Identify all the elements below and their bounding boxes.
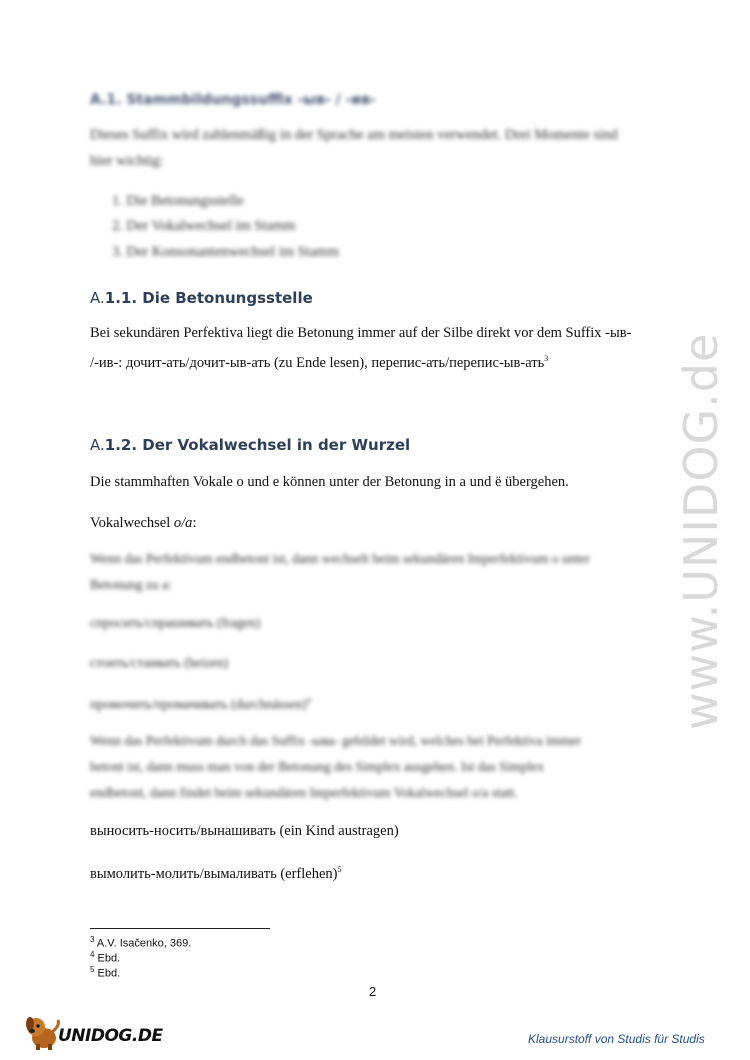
- example-vymolit-text: вымолить-молить/вымаливать (erflehen): [90, 865, 338, 882]
- blurred-intro-line2: hier wichtig:: [90, 153, 164, 169]
- watermark-text: www.UNIDOG.de: [674, 332, 728, 730]
- footnote-text: Ebd.: [97, 967, 121, 980]
- blurred-list-item: 3. Der Konsonantenwechsel im Stamm: [112, 244, 339, 260]
- footnote-number: 5: [90, 965, 95, 974]
- heading-prefix: A.: [90, 436, 105, 454]
- blurred-para2-line1: Wenn das Perfektivum durch das Suffix -ыва- gebildet wird, welches bei Perfektiva immer: [90, 733, 582, 748]
- footnote: [90, 965, 120, 980]
- vokal-label-text: Vokalwechsel: [90, 515, 174, 531]
- footnote-text: Ebd.: [97, 952, 121, 965]
- blurred-example-text: промочить/промачивать (durchnässen): [90, 696, 307, 712]
- section1-line2: [90, 348, 548, 374]
- logo-text: UNIDOG.DE: [58, 1026, 163, 1046]
- blurred-example: стоить/стаивать (heizen): [90, 655, 229, 670]
- section-heading-betonungsstelle: [90, 289, 313, 307]
- dog-icon: [22, 1012, 62, 1052]
- heading-title: 1.2. Der Vokalwechsel in der Wurzel: [104, 436, 411, 454]
- blurred-para2-line3: endbetont, dann findet beim sekundären Imperfektivum Vokalwechsel o/a statt.: [90, 785, 518, 800]
- blurred-para1-line2: Betonung zu a:: [90, 577, 172, 592]
- blurred-para1-line1: Wenn das Perfektivum endbetont ist, dann wechselt beim sekundären Imperfektivum o unter: [90, 551, 590, 566]
- page-number: 2: [369, 984, 377, 999]
- heading-prefix: A.: [90, 289, 105, 307]
- heading-title: 1.1. Die Betonungsstelle: [104, 289, 313, 307]
- footnote-number: 3: [90, 935, 95, 944]
- example-vymolit: [90, 859, 341, 885]
- blurred-list-item: 1. Die Betonungsstelle: [112, 193, 244, 209]
- footer-tagline: Klausurstoff von Studis für Studis: [528, 1032, 705, 1046]
- section2-line1: Die stammhaften Vokale o und e können unter der Betonung in a und ë übergehen.: [90, 474, 569, 490]
- section1-line1: Bei sekundären Perfektiva liegt die Betonung immer auf der Silbe direkt vor dem Suffix -ыв-: [90, 325, 632, 341]
- footnote: [90, 950, 120, 965]
- footnote-number: 4: [90, 950, 95, 959]
- vokal-label-colon: :: [192, 515, 197, 531]
- example-vynosit: выносить-носить/вынашивать (ein Kind austragen): [90, 823, 399, 839]
- blurred-example: спросить/спрашивать (fragen): [90, 615, 261, 630]
- section-heading-vokalwechsel: [90, 436, 410, 454]
- footnote-text: A.V. Isačenko, 369.: [96, 937, 192, 950]
- blurred-intro-line1: Dieses Suffix wird zahlenmäßig in der Sprache am meisten verwendet. Drei Momente sind: [90, 127, 618, 143]
- footnote-ref: 3: [544, 354, 549, 363]
- footnote: [90, 935, 191, 950]
- blurred-para2-line2: betont ist, dann muss man von der Betonung des Simplex ausgehen. Ist das Simplex: [90, 759, 545, 774]
- footnote-ref: 4: [306, 696, 311, 705]
- blurred-list-item: 2. Der Vokalwechsel im Stamm: [112, 218, 296, 234]
- unidog-logo[interactable]: [22, 1012, 163, 1052]
- blurred-heading: A.1. Stammbildungssuffix -ыв- / -ив-: [90, 92, 376, 108]
- vokalwechsel-label: [90, 512, 196, 534]
- vokal-label-italic: o/a: [173, 515, 193, 531]
- watermark: [645, 260, 750, 760]
- footnote-ref: 5: [337, 865, 342, 874]
- section1-line2-text: /-ив-: дочит-ать/дочит-ыв-ать (zu Ende lesen), перепис-ать/перепис-ыв-ать: [90, 354, 545, 371]
- footnote-divider: [90, 928, 270, 929]
- blurred-example: [90, 690, 311, 716]
